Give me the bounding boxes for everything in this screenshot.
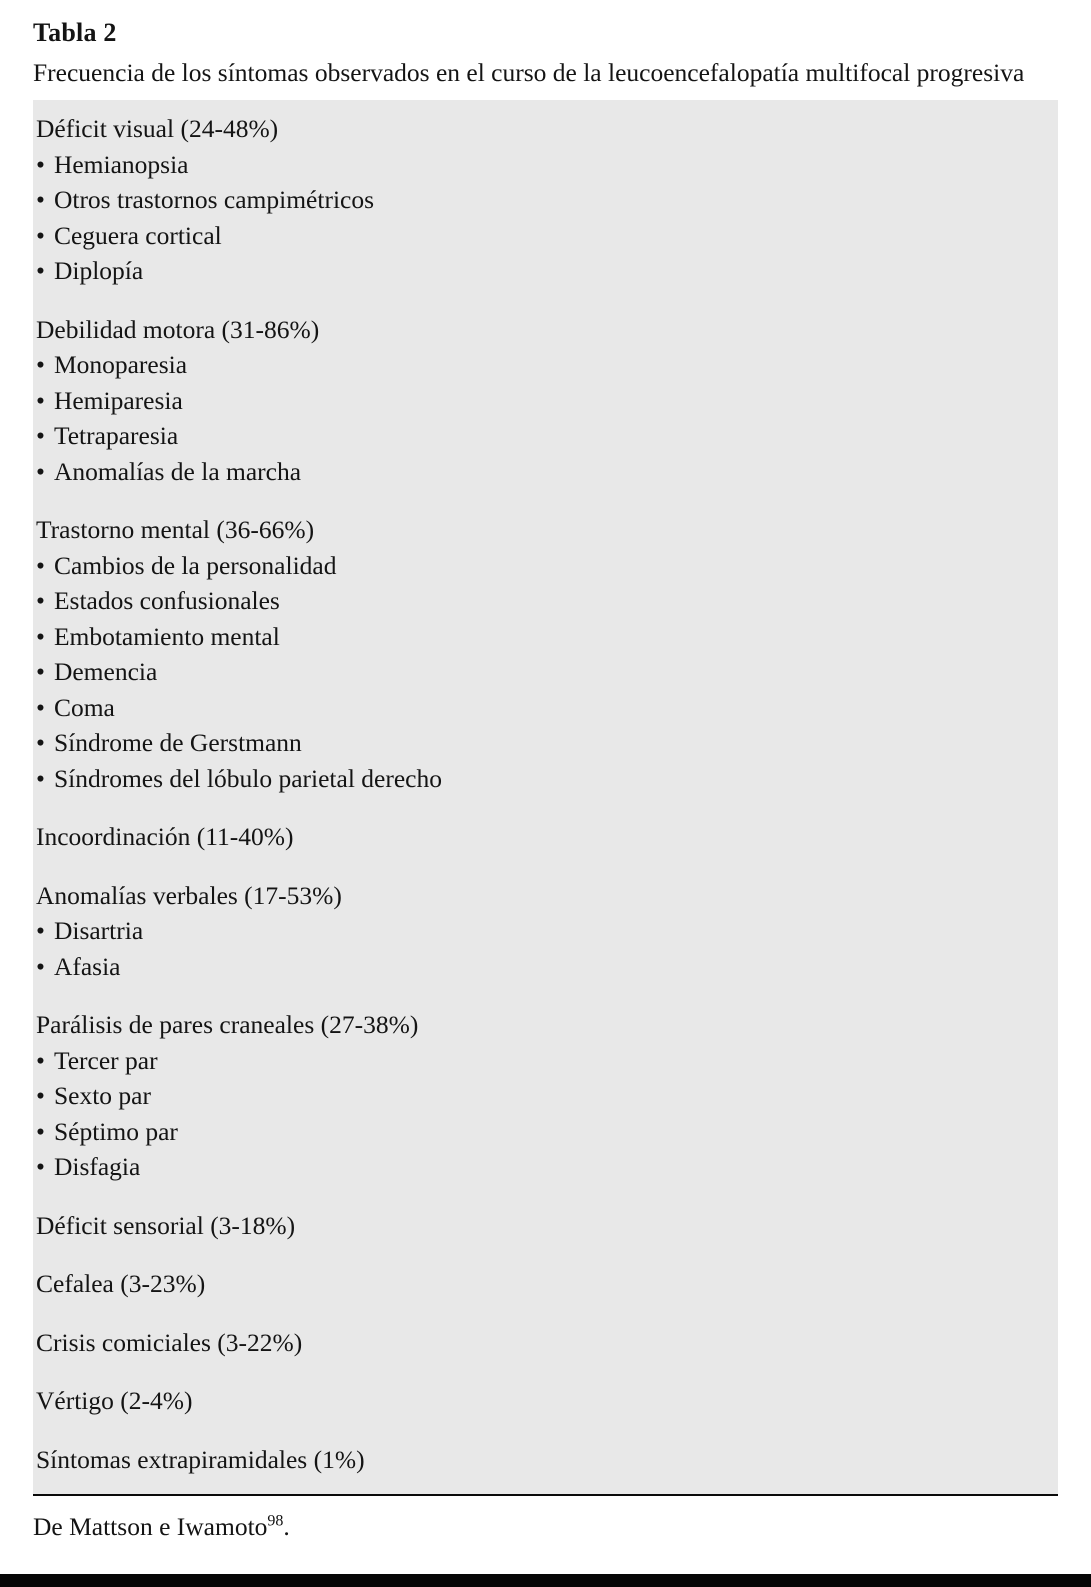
symptom-item-label: Síndromes del lóbulo parietal derecho <box>53 763 442 793</box>
symptom-item <box>36 347 1048 383</box>
bullet-icon: • <box>36 1045 45 1075</box>
symptom-group <box>36 512 1048 796</box>
symptom-item <box>36 218 1048 254</box>
bullet-icon: • <box>36 586 45 615</box>
symptom-item-label: Disartria <box>53 916 144 945</box>
symptom-category-title: Trastorno mental (36-66%) <box>36 515 315 544</box>
source-suffix: . <box>283 1512 290 1541</box>
symptom-group <box>36 312 1048 490</box>
page-bottom-bar <box>0 1574 1091 1587</box>
source-reference-number: 98 <box>267 1512 284 1530</box>
symptom-category-title: Déficit visual (24-48%) <box>36 114 279 143</box>
symptom-category-title: Cefalea (3-23%) <box>36 1269 206 1298</box>
bullet-icon: • <box>36 657 45 686</box>
table-caption: Frecuencia de los síntomas observados en el curso de la leucoencefalopatía multifocal progresiva <box>33 58 1025 87</box>
symptom-item-label: Hemiparesia <box>53 385 183 415</box>
symptom-item-label: Afasia <box>53 951 121 981</box>
table-bottom-rule <box>33 1494 1058 1496</box>
symptom-item <box>36 761 1048 797</box>
symptom-item-label: Demencia <box>53 657 158 686</box>
symptom-category-title: Crisis comiciales (3-22%) <box>36 1327 303 1357</box>
symptom-item-label: Otros trastornos campimétricos <box>53 185 375 214</box>
symptom-item <box>36 147 1048 183</box>
symptom-item <box>36 949 1048 985</box>
bullet-icon: • <box>36 916 45 945</box>
symptom-group <box>36 819 1048 855</box>
bullet-icon: • <box>36 951 45 981</box>
symptom-item-label: Hemianopsia <box>53 149 189 179</box>
bullet-icon: • <box>36 763 45 793</box>
table-label: Tabla 2 <box>33 18 117 47</box>
symptom-item <box>36 454 1048 490</box>
symptom-category-title: Parálisis de pares craneales (27-38%) <box>36 1010 419 1039</box>
bullet-icon: • <box>36 1152 45 1181</box>
bullet-icon: • <box>36 692 45 722</box>
symptom-group <box>36 1266 1048 1302</box>
symptom-category-title: Anomalías verbales (17-53%) <box>36 880 342 910</box>
symptom-item-label: Estados confusionales <box>53 586 280 615</box>
symptom-item <box>36 913 1048 949</box>
symptom-item-label: Sexto par <box>53 1081 151 1110</box>
symptom-group <box>36 1208 1048 1244</box>
symptom-item-label: Tetraparesia <box>53 421 179 450</box>
symptom-group <box>36 1383 1048 1419</box>
symptom-item <box>36 253 1048 289</box>
symptom-item <box>36 548 1048 584</box>
bullet-icon: • <box>36 728 45 757</box>
symptom-group <box>36 1442 1048 1478</box>
symptom-item-label: Síndrome de Gerstmann <box>53 728 302 757</box>
symptom-item <box>36 690 1048 726</box>
symptom-table-body <box>33 100 1058 1494</box>
bullet-icon: • <box>36 185 45 214</box>
bullet-icon: • <box>36 550 45 580</box>
symptom-group <box>36 1325 1048 1361</box>
bullet-icon: • <box>36 385 45 415</box>
bullet-icon: • <box>36 1116 45 1146</box>
symptom-group <box>36 1007 1048 1185</box>
symptom-item <box>36 1078 1048 1114</box>
symptom-item-label: Séptimo par <box>53 1116 178 1146</box>
symptom-category-title: Vértigo (2-4%) <box>36 1386 193 1415</box>
table-source-note <box>33 1509 1058 1544</box>
symptom-item-label: Monoparesia <box>53 350 188 379</box>
symptom-category-title: Incoordinación (11-40%) <box>36 822 294 851</box>
symptom-item-label: Anomalías de la marcha <box>53 456 302 486</box>
symptom-group <box>36 111 1048 289</box>
symptom-category-title: Síntomas extrapiramidales (1%) <box>36 1444 365 1474</box>
symptom-item <box>36 583 1048 619</box>
symptom-item-label: Embotamiento mental <box>53 621 280 651</box>
symptom-item <box>36 383 1048 419</box>
bullet-icon: • <box>36 149 45 179</box>
symptom-item <box>36 725 1048 761</box>
bullet-icon: • <box>36 220 45 250</box>
symptom-category-title: Debilidad motora (31-86%) <box>36 314 320 344</box>
symptom-item-label: Cambios de la personalidad <box>53 550 337 580</box>
symptom-item <box>36 1114 1048 1150</box>
symptom-item-label: Diplopía <box>53 256 144 285</box>
symptom-item-label: Coma <box>53 692 115 722</box>
bullet-icon: • <box>36 456 45 486</box>
bullet-icon: • <box>36 421 45 450</box>
symptom-item-label: Ceguera cortical <box>53 220 222 250</box>
symptom-item-label: Tercer par <box>53 1045 158 1075</box>
source-text: De Mattson e Iwamoto <box>33 1512 268 1541</box>
symptom-item-label: Disfagia <box>53 1152 141 1181</box>
symptom-item <box>36 418 1048 454</box>
bullet-icon: • <box>36 621 45 651</box>
symptom-item <box>36 182 1048 218</box>
bullet-icon: • <box>36 256 45 285</box>
symptom-category-title: Déficit sensorial (3-18%) <box>36 1210 296 1240</box>
bullet-icon: • <box>36 1081 45 1110</box>
symptom-item <box>36 1043 1048 1079</box>
symptom-item <box>36 1149 1048 1185</box>
symptom-item <box>36 654 1048 690</box>
symptom-item <box>36 619 1048 655</box>
symptom-group <box>36 878 1048 985</box>
bullet-icon: • <box>36 350 45 379</box>
